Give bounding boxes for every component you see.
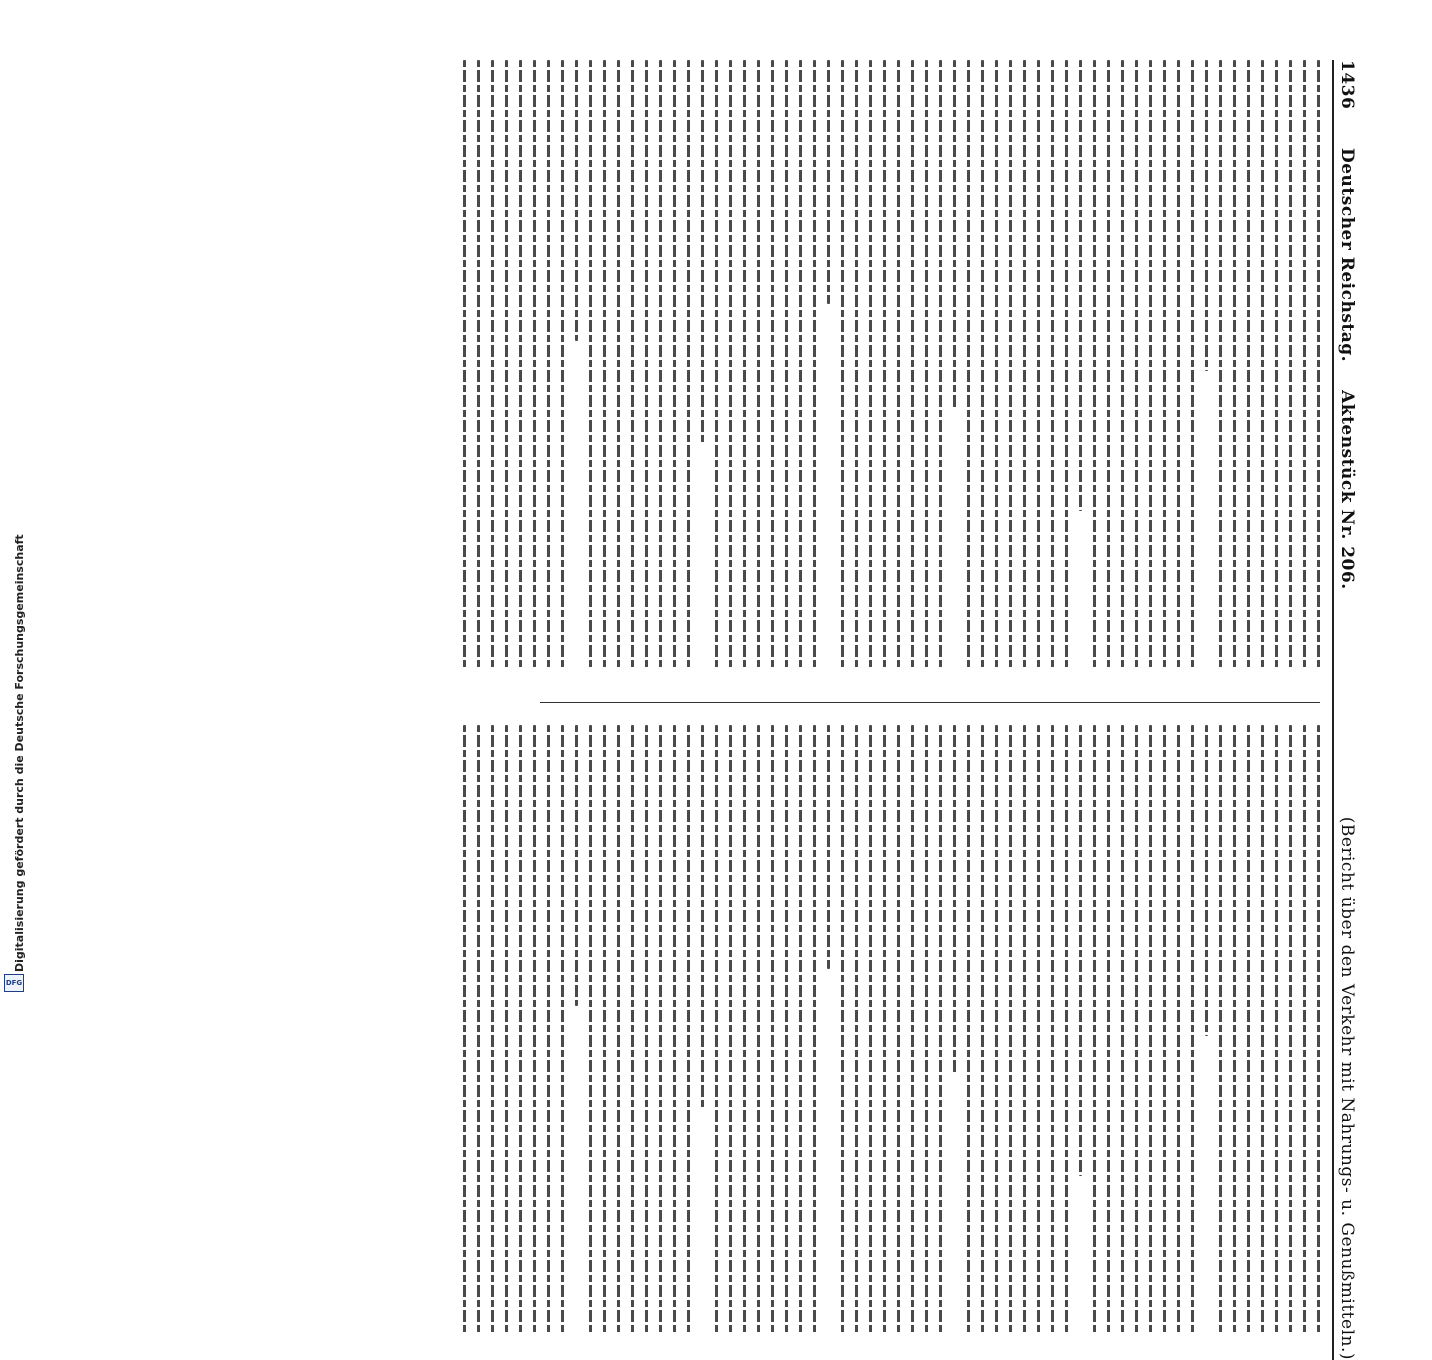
- body-text-line: [1303, 725, 1306, 1335]
- text-column-left: [540, 60, 1320, 670]
- body-text-line: [981, 725, 984, 1335]
- body-text-line: [491, 60, 494, 670]
- dfg-logo: DFG: [4, 974, 24, 992]
- body-text-line: [785, 60, 788, 670]
- body-text-line: [519, 725, 522, 1335]
- body-text-line: [897, 725, 900, 1335]
- body-text-line: [897, 60, 900, 670]
- body-text-line: [1247, 725, 1250, 1335]
- text-column-right: [540, 725, 1320, 1335]
- body-text-line: [925, 60, 928, 670]
- body-text-line: [715, 60, 718, 670]
- body-text-line: [1051, 725, 1054, 1335]
- body-text-line: [1079, 725, 1082, 1176]
- body-text-line: [827, 60, 830, 304]
- body-text-line: [841, 725, 844, 1335]
- body-text-line: [1317, 725, 1320, 1335]
- body-text-line: [519, 60, 522, 670]
- body-text-line: [617, 60, 620, 670]
- body-text-line: [1191, 725, 1194, 1335]
- body-text-line: [1317, 60, 1320, 670]
- body-text-line: [1121, 725, 1124, 1335]
- rotated-page: [60, 60, 1360, 1360]
- running-header: [1332, 60, 1360, 1360]
- credit-text: Digitalisierung gefördert durch die Deutsche Forschungsgemeinschaft: [13, 534, 26, 972]
- body-text-line: [799, 725, 802, 1335]
- document-ref: Aktenstück Nr. 206.: [1337, 390, 1357, 590]
- body-text-line: [1261, 60, 1264, 670]
- body-text-line: [491, 725, 494, 1335]
- body-text-line: [1289, 725, 1292, 1335]
- body-text-line: [1275, 725, 1278, 1335]
- body-text-line: [547, 60, 550, 670]
- body-text-line: [673, 725, 676, 1335]
- body-text-line: [1247, 60, 1250, 670]
- subject-title: (Bericht über den Verkehr mit Nahrungs- u. Genußmitteln.): [1337, 816, 1357, 1360]
- body-text-line: [785, 725, 788, 1335]
- body-text-line: [1079, 60, 1082, 511]
- body-text-line: [1205, 60, 1208, 371]
- body-text-line: [953, 725, 956, 1073]
- body-text-line: [561, 60, 564, 670]
- body-text-line: [645, 60, 648, 670]
- body-text-line: [631, 60, 634, 670]
- body-text-line: [631, 725, 634, 1335]
- body-text-line: [463, 60, 466, 670]
- body-text-line: [939, 60, 942, 670]
- body-text-line: [855, 725, 858, 1335]
- body-text-line: [995, 60, 998, 670]
- body-text-line: [1009, 725, 1012, 1335]
- body-text-line: [1177, 60, 1180, 670]
- body-text-line: [1177, 725, 1180, 1335]
- body-text-line: [995, 725, 998, 1335]
- body-text-line: [673, 60, 676, 670]
- body-text-line: [575, 60, 578, 341]
- sidebar-credit: [0, 0, 26, 1000]
- body-text-line: [575, 725, 578, 1006]
- body-text-line: [1065, 725, 1068, 1335]
- body-text-line: [1163, 725, 1166, 1335]
- body-text-line: [855, 60, 858, 670]
- page-number: 1436: [1337, 60, 1357, 110]
- body-text-line: [1093, 60, 1096, 670]
- body-text-line: [813, 60, 816, 670]
- body-text-line: [1233, 60, 1236, 670]
- body-text-line: [561, 725, 564, 1335]
- body-text-line: [743, 725, 746, 1335]
- body-text-line: [953, 60, 956, 408]
- body-text-line: [1191, 60, 1194, 670]
- body-text-line: [1233, 725, 1236, 1335]
- body-text-line: [925, 725, 928, 1335]
- body-text-line: [477, 725, 480, 1335]
- body-text-line: [911, 60, 914, 670]
- body-text-line: [659, 60, 662, 670]
- body-text-line: [505, 60, 508, 670]
- body-text-line: [1261, 725, 1264, 1335]
- body-text-line: [883, 60, 886, 670]
- body-text-line: [939, 725, 942, 1335]
- column-divider: [540, 702, 1320, 703]
- body-text-line: [729, 60, 732, 670]
- body-text-line: [687, 725, 690, 1335]
- body-text-line: [533, 60, 536, 670]
- running-title: Deutscher Reichstag.: [1337, 148, 1357, 363]
- body-text-line: [1009, 60, 1012, 670]
- body-text-line: [603, 725, 606, 1335]
- body-text-line: [1205, 725, 1208, 1036]
- body-text-line: [1219, 60, 1222, 670]
- body-text-line: [1135, 60, 1138, 670]
- body-text-line: [547, 725, 550, 1335]
- body-text-line: [967, 60, 970, 670]
- body-text-line: [1051, 60, 1054, 670]
- body-text-line: [1303, 60, 1306, 670]
- body-text-line: [659, 725, 662, 1335]
- body-text-line: [771, 60, 774, 670]
- body-text-line: [827, 725, 830, 969]
- body-text-line: [1149, 60, 1152, 670]
- body-text-line: [617, 725, 620, 1335]
- body-text-line: [701, 60, 704, 444]
- body-text-line: [1275, 60, 1278, 670]
- body-text-line: [981, 60, 984, 670]
- body-text-line: [1107, 60, 1110, 670]
- body-text-line: [869, 725, 872, 1335]
- body-text-line: [533, 725, 536, 1335]
- body-text-line: [1023, 60, 1026, 670]
- body-text-line: [1289, 60, 1292, 670]
- body-text-line: [799, 60, 802, 670]
- body-text-line: [729, 725, 732, 1335]
- body-text-line: [813, 725, 816, 1335]
- body-text-line: [967, 725, 970, 1335]
- body-text-line: [645, 725, 648, 1335]
- body-text-line: [911, 725, 914, 1335]
- body-text-line: [477, 60, 480, 670]
- body-text-line: [1149, 725, 1152, 1335]
- body-text-line: [1065, 60, 1068, 670]
- body-text-line: [589, 60, 592, 670]
- body-text-line: [743, 60, 746, 670]
- body-text-line: [1121, 60, 1124, 670]
- body-text-line: [463, 725, 466, 1335]
- body-text-line: [1037, 725, 1040, 1335]
- body-text-line: [757, 60, 760, 670]
- body-text-line: [771, 725, 774, 1335]
- body-text-line: [589, 725, 592, 1335]
- body-text-line: [1037, 60, 1040, 670]
- body-text-line: [701, 725, 704, 1109]
- body-text-line: [757, 725, 760, 1335]
- body-text-line: [505, 725, 508, 1335]
- body-text-line: [1135, 725, 1138, 1335]
- body-text-line: [841, 60, 844, 670]
- body-text-line: [1093, 725, 1096, 1335]
- body-text-line: [1163, 60, 1166, 670]
- body-text-line: [883, 725, 886, 1335]
- body-text-line: [1107, 725, 1110, 1335]
- body-text-line: [1219, 725, 1222, 1335]
- body-text-line: [715, 725, 718, 1335]
- body-text-line: [603, 60, 606, 670]
- body-text-line: [687, 60, 690, 670]
- body-text-line: [869, 60, 872, 670]
- body-text-line: [1023, 725, 1026, 1335]
